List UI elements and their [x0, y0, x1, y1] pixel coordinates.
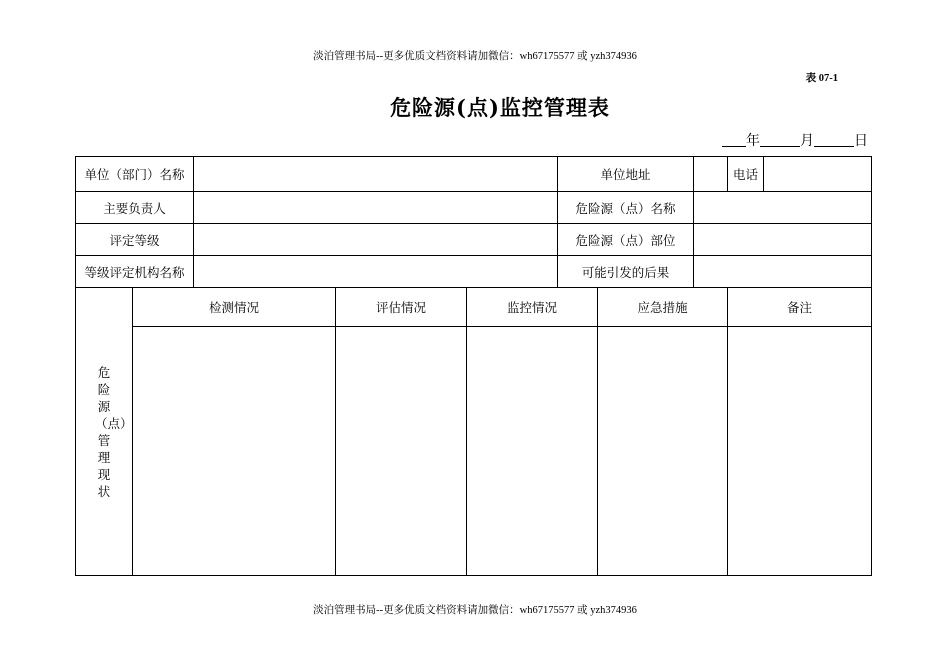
unit-address-value[interactable] [694, 157, 728, 192]
year-label: 年 [746, 133, 760, 149]
phone-value[interactable] [764, 157, 872, 192]
unit-name-value[interactable] [194, 157, 558, 192]
hazard-name-label: 危险源（点）名称 [558, 192, 694, 224]
unit-address-label: 单位地址 [558, 157, 694, 192]
remarks-cell[interactable] [728, 327, 872, 576]
day-blank[interactable] [814, 132, 854, 147]
unit-name-label: 单位（部门）名称 [76, 157, 194, 192]
rating-org-value[interactable] [194, 256, 558, 288]
year-blank[interactable] [722, 132, 746, 147]
column-header-monitoring: 监控情况 [467, 288, 598, 327]
monitoring-cell[interactable] [467, 327, 598, 576]
rating-org-label: 等级评定机构名称 [76, 256, 194, 288]
assessment-cell[interactable] [336, 327, 467, 576]
responsible-value[interactable] [194, 192, 558, 224]
consequence-value[interactable] [694, 256, 872, 288]
column-header-remarks: 备注 [728, 288, 872, 327]
page-title: 危险源(点)监控管理表 [390, 95, 610, 120]
phone-label: 电话 [728, 157, 764, 192]
consequence-label: 可能引发的后果 [558, 256, 694, 288]
emergency-cell[interactable] [598, 327, 728, 576]
column-header-detection: 检测情况 [133, 288, 336, 327]
page-footer-text: 淡泊管理书局--更多优质文档资料请加微信：wh67175577 或 yzh374936 [313, 605, 637, 616]
detection-cell[interactable] [133, 327, 336, 576]
month-label: 月 [800, 133, 814, 149]
hazard-location-value[interactable] [694, 224, 872, 256]
column-header-emergency: 应急措施 [598, 288, 728, 327]
date-line [722, 130, 868, 150]
form-number: 表 07-1 [805, 73, 838, 84]
responsible-label: 主要负责人 [76, 192, 194, 224]
day-label: 日 [854, 133, 868, 149]
hazard-monitor-table [75, 156, 872, 576]
hazard-location-label: 危险源（点）部位 [558, 224, 694, 256]
hazard-name-value[interactable] [694, 192, 872, 224]
rating-level-value[interactable] [194, 224, 558, 256]
page-header-text: 淡泊管理书局--更多优质文档资料请加微信：wh67175577 或 yzh374936 [313, 51, 637, 62]
side-label: 危险源（点）管理现状 [95, 364, 133, 499]
column-header-assessment: 评估情况 [336, 288, 467, 327]
month-blank[interactable] [760, 132, 800, 147]
rating-level-label: 评定等级 [76, 224, 194, 256]
side-label-cell [76, 288, 133, 576]
